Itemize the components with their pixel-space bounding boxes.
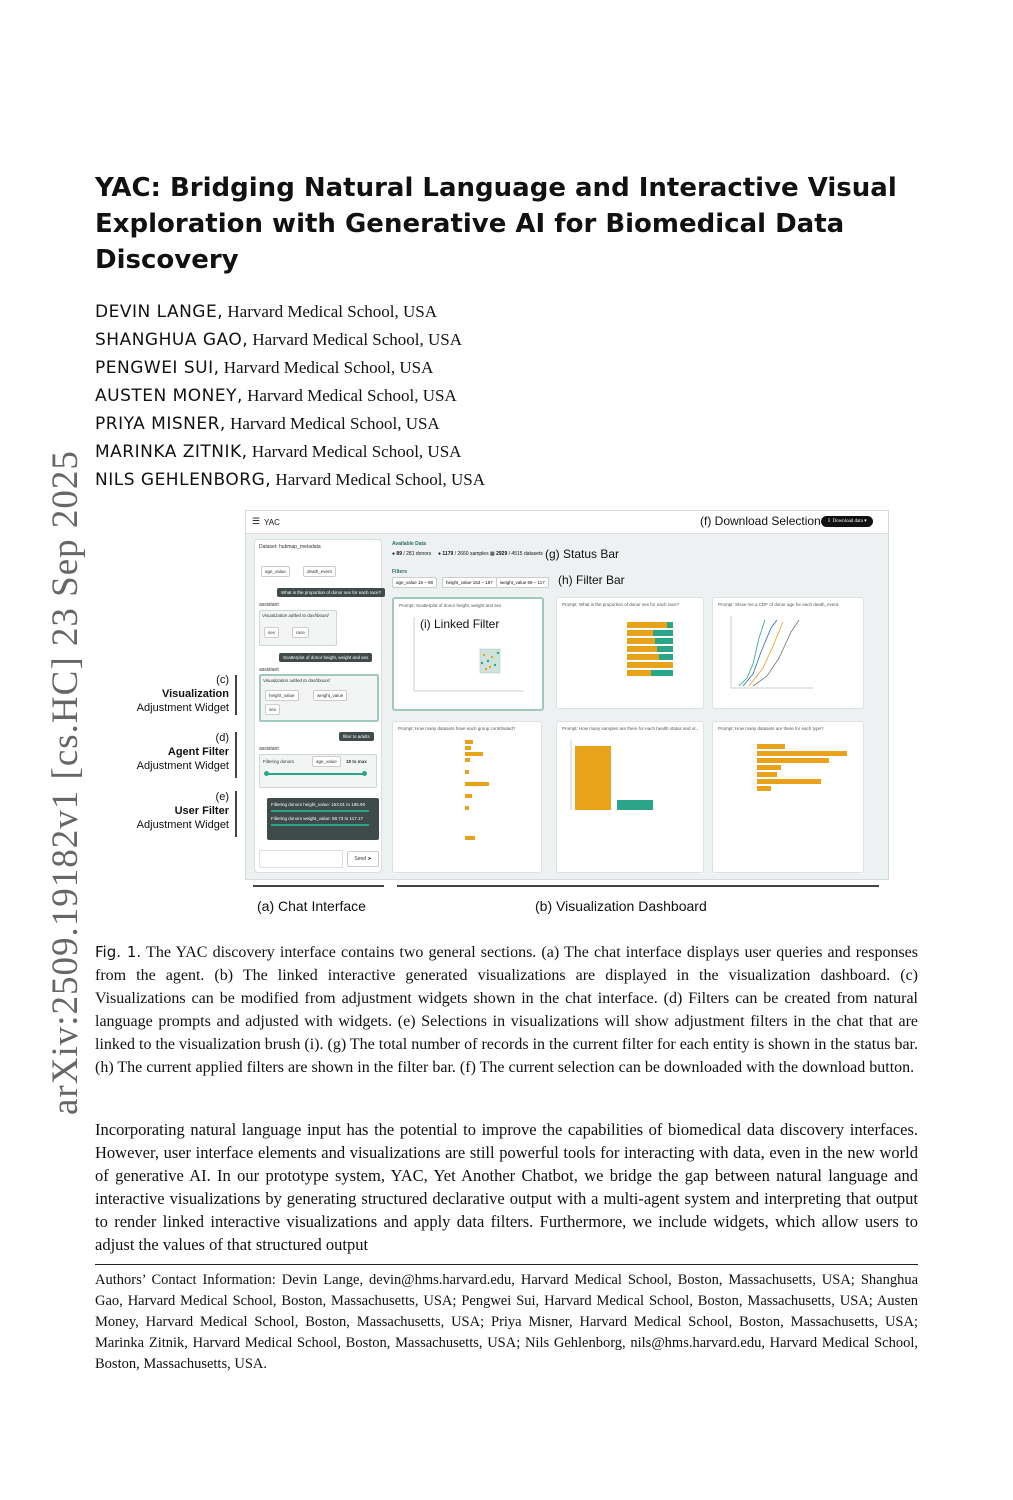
download-annotation: (f) Download Selection <box>700 514 821 528</box>
cdf-line <box>739 620 765 686</box>
status-item <box>490 551 543 557</box>
point <box>483 654 485 656</box>
agent-filter-widget <box>259 754 377 788</box>
bar-male <box>627 646 657 652</box>
bar-male <box>627 630 653 636</box>
status-unit: datasets <box>523 551 543 557</box>
send-label: Send <box>354 856 367 862</box>
author-name: MARINKA ZITNIK, <box>95 442 248 462</box>
figure-caption <box>95 941 918 1079</box>
panel-prompt: Prompt: Show me a CDF of donor age for each death_event. <box>718 602 840 607</box>
bar-male <box>627 654 659 660</box>
bar-male <box>627 622 667 628</box>
panel-prompt: Prompt: Scatterplot of donor height, weight and sex <box>399 603 502 608</box>
cdf-line <box>753 620 799 686</box>
annotation-text: Adjustment Widget <box>136 760 229 772</box>
filtering-text: Filtering donors <box>263 759 295 764</box>
body-paragraph: Incorporating natural language input has the potential to improve the capabilities of biomedical data discovery interfaces. However, user interface elements and visualizations are still powerful tools for interacting with data, even in the new world of generative AI. In our prototype system, YAC, Yet Another Chatbot, we bridge the gap between natural language and interactive visualizations by generating structured declarative output with a multi-agent system and interpreting that output to render linked interactive visualizations and apply data filters. Furthermore, we include widgets, which allow users to adjust the values of that structured output <box>95 1120 918 1254</box>
field-select[interactable]: height_value <box>265 690 299 701</box>
health-status-panel[interactable] <box>556 721 704 873</box>
filter-chip[interactable]: weight_value 59 – 117 <box>496 577 549 588</box>
bar-female <box>655 638 673 644</box>
bracket <box>235 791 237 837</box>
bracket <box>235 732 237 778</box>
author-affiliation: Harvard Medical School, USA <box>271 470 486 489</box>
author-line <box>95 466 795 494</box>
assistant-label: assistant <box>259 746 279 752</box>
panel-prompt: Prompt: What is the proportion of donor sex for each race? <box>562 602 680 607</box>
linked-filter-annotation: (i) Linked Filter <box>420 617 500 631</box>
author-name: AUSTEN MONEY, <box>95 386 243 406</box>
group-bar-panel[interactable] <box>392 721 542 873</box>
available-data-label: Available Data <box>392 541 426 547</box>
status-value: 1179 <box>442 551 454 557</box>
author-line <box>95 438 795 466</box>
slider-handle[interactable] <box>264 771 269 776</box>
status-unit: samples <box>469 551 489 557</box>
status-unit: donors <box>415 551 432 557</box>
point <box>494 664 496 666</box>
panel-prompt: Prompt: How many datasets have each group contributed? <box>398 726 516 731</box>
author-line <box>95 326 795 354</box>
bar <box>757 772 777 777</box>
annotation-letter: (d) <box>215 732 229 744</box>
slider-handle[interactable] <box>362 771 367 776</box>
user-filter-widget <box>267 798 379 840</box>
filter-range: 18 to max <box>346 759 367 764</box>
assistant-label: assistant <box>259 667 279 673</box>
app-screenshot <box>245 510 889 880</box>
status-total: / 281 <box>403 551 415 557</box>
dataset-type-chart <box>713 722 863 872</box>
download-button[interactable] <box>821 516 873 527</box>
author-line <box>95 410 795 438</box>
cdf-chart <box>713 598 863 708</box>
download-button-label: Download data <box>832 519 863 524</box>
annotation-title: Visualization <box>161 688 229 700</box>
dataset-label: Dataset: hubmap_metadata <box>259 544 321 550</box>
chat-interface <box>254 539 382 873</box>
bar <box>757 758 829 763</box>
bar <box>465 794 472 798</box>
selection-filter-1: Filtering donors height_value: 153.01 to 186.90 <box>271 802 366 807</box>
annotation-title: User Filter <box>174 805 229 817</box>
range-slider[interactable] <box>271 824 369 826</box>
author-name: PENGWEI SUI, <box>95 358 220 378</box>
range-slider[interactable] <box>266 773 364 775</box>
viz-added-text: Visualization added to dashboard <box>262 613 329 618</box>
author-name: PRIYA MISNER, <box>95 414 226 434</box>
annotation-title: Agent Filter <box>167 746 229 758</box>
author-contact-info: Authors’ Contact Information: Devin Lange, devin@hms.harvard.edu, Harvard Medical School, Boston, Massachusetts, USA; Shanghua Gao, Harvard Medical School, Boston, Massachusetts, USA; Pengwei Sui, Harvard Medical School, Boston, Massachusetts, USA; Austen Money, Harvard Medical School, Boston, Massachusetts, USA; Priya Misner, Harvard Medical School, Boston, Massachusetts, USA; Marinka Zitnik, Harvard Medical School, Boston, Massachusetts, USA; Nils Gehlenborg, nils@hms.harvard.edu, Harvard Medical School, Boston, Massachusetts, USA. <box>95 1272 918 1372</box>
author-affiliation: Harvard Medical School, USA <box>242 386 457 405</box>
status-item <box>392 551 431 557</box>
point <box>485 668 487 670</box>
point <box>481 662 483 664</box>
annotation-text: Adjustment Widget <box>136 819 229 831</box>
user-message: filter to adults <box>339 732 374 741</box>
footnote-rule <box>95 1264 918 1265</box>
bar <box>757 751 847 756</box>
user-message: What is the proportion of donor sex for each race? <box>277 588 385 597</box>
bar-female <box>651 670 673 676</box>
annotation-letter: (e) <box>215 791 229 803</box>
bar <box>465 782 489 786</box>
assistant-label: assistant <box>259 602 279 608</box>
dataset-icon: ▦ <box>490 551 495 557</box>
caption-text: The YAC discovery interface contains two general sections. (a) The chat interface displays user queries and responses from the agent. (b) The linked interactive generated visualizations are displayed in the visualization dashboard. (c) Visualizations can be modified from adjustment widgets shown in the chat interface. (d) Filters can be created from natural language prompts and adjusted with widgets. (e) Selections in visualizations will show adjustment filters in the chat that are linked to the visualization brush (i). (g) The total number of records in the current filter for each entity is shown in the status bar. (h) The current applied filters are shown in the filter bar. (f) The current selection can be downloaded with the download button. <box>95 944 918 1076</box>
stacked-bar-panel[interactable] <box>556 597 704 709</box>
chat-interface-label: (a) Chat Interface <box>257 898 366 914</box>
bar <box>757 765 781 770</box>
field-select[interactable]: death_event <box>303 566 336 577</box>
visualization-dashboard <box>390 539 882 871</box>
field-select[interactable]: age_value <box>261 566 290 577</box>
panel-prompt: Prompt: How many samples are there for each health status and or... <box>562 726 700 731</box>
bar-healthy <box>575 746 611 810</box>
status-value: 89 <box>396 551 402 557</box>
scatterplot-panel[interactable] <box>392 597 544 711</box>
send-button[interactable] <box>347 851 379 867</box>
field-select[interactable]: race <box>292 627 309 638</box>
field-select[interactable]: sex <box>265 704 280 715</box>
bar <box>465 758 470 762</box>
user-filter-annotation <box>95 790 229 832</box>
viz-adjustment-widget <box>259 674 379 722</box>
scatterplot-chart <box>394 599 542 709</box>
sample-icon: ● <box>438 551 442 557</box>
bar <box>465 806 469 810</box>
menu-icon: ☰ <box>252 516 261 526</box>
author-line <box>95 382 795 410</box>
paper-title: YAC: Bridging Natural Language and Interactive Visual Exploration with Generative AI for Biomedical Data Discovery <box>95 173 897 275</box>
filters-label: Filters <box>392 569 408 575</box>
bar-female <box>667 622 673 628</box>
filter-bar-annotation: (h) Filter Bar <box>558 573 625 587</box>
annotation-letter: (c) <box>216 674 229 686</box>
caption-label: Fig. 1. <box>95 943 142 961</box>
author-line <box>95 354 795 382</box>
status-item <box>438 551 489 557</box>
figure-1 <box>95 505 918 925</box>
donor-icon: ● <box>392 551 396 557</box>
bar-male <box>627 670 651 676</box>
author-name: SHANGHUA GAO, <box>95 330 249 350</box>
bar <box>465 740 473 744</box>
bar-other <box>617 800 653 810</box>
dashboard-label: (b) Visualization Dashboard <box>535 898 707 914</box>
author-affiliation: Harvard Medical School, USA <box>248 330 463 349</box>
author-affiliation: Harvard Medical School, USA <box>225 414 440 433</box>
cdf-panel[interactable] <box>712 597 864 709</box>
field-select[interactable]: sex <box>264 627 279 638</box>
bar <box>465 752 483 756</box>
arxiv-identifier: arXiv:2509.19182v1 [cs.HC] 23 Sep 2025 <box>45 450 86 1115</box>
send-icon: ➤ <box>367 856 372 862</box>
agent-filter-annotation <box>95 731 229 773</box>
annotation-text: Adjustment Widget <box>136 702 229 714</box>
range-slider[interactable] <box>271 810 369 812</box>
viz-added-text: Visualization added to dashboard <box>263 678 330 683</box>
user-message: Scatterplot of donor height, weight and sex <box>279 653 372 662</box>
stacked-bar-chart <box>557 598 703 708</box>
author-affiliation: Harvard Medical School, USA <box>247 442 462 461</box>
dataset-type-panel[interactable] <box>712 721 864 873</box>
point <box>487 660 489 662</box>
author-name: NILS GEHLENBORG, <box>95 470 272 490</box>
bar <box>757 779 821 784</box>
author-affiliation: Harvard Medical School, USA <box>223 302 437 321</box>
bar-male <box>627 638 655 644</box>
bar <box>757 744 785 749</box>
bar <box>465 770 469 774</box>
point <box>497 652 499 654</box>
selection-filter-2: Filtering donors weight_value: 58.73 to 117.17 <box>271 816 363 821</box>
bar-female <box>653 630 673 636</box>
filter-chip[interactable]: age_value 18 – 98 <box>392 577 437 588</box>
author-line <box>95 298 795 326</box>
bar <box>465 746 471 750</box>
health-status-chart <box>557 722 703 872</box>
assistant-message <box>259 610 337 646</box>
chevron-down-icon: ▾ <box>864 519 867 524</box>
status-bar-annotation: (g) Status Bar <box>545 547 620 561</box>
point <box>489 666 491 668</box>
filter-chip[interactable]: height_value 153 – 187 <box>442 577 497 588</box>
download-icon: ⇩ <box>827 519 832 524</box>
status-total: / 4515 <box>508 551 523 557</box>
status-total: / 2660 <box>454 551 469 557</box>
bar-female <box>659 654 673 660</box>
viz-widget-annotation <box>95 673 229 715</box>
field-select[interactable]: weight_value <box>313 690 347 701</box>
author-affiliation: Harvard Medical School, USA <box>219 358 434 377</box>
chat-input[interactable] <box>259 850 343 868</box>
section-line-b <box>397 885 879 887</box>
bar <box>465 836 475 840</box>
filter-field-select[interactable]: age_value <box>312 756 341 767</box>
author-list <box>95 298 795 494</box>
bar-female <box>657 646 673 652</box>
app-title: YAC <box>264 518 280 527</box>
author-name: DEVIN LANGE, <box>95 302 224 322</box>
point <box>491 656 493 658</box>
section-line-a <box>253 885 384 887</box>
bracket <box>235 675 237 715</box>
bar-male <box>627 662 673 668</box>
status-value: 2929 <box>496 551 508 557</box>
panel-prompt: Prompt: How many datasets are there for each type? <box>718 726 824 731</box>
bar <box>757 786 771 791</box>
group-bar-chart <box>393 722 541 872</box>
